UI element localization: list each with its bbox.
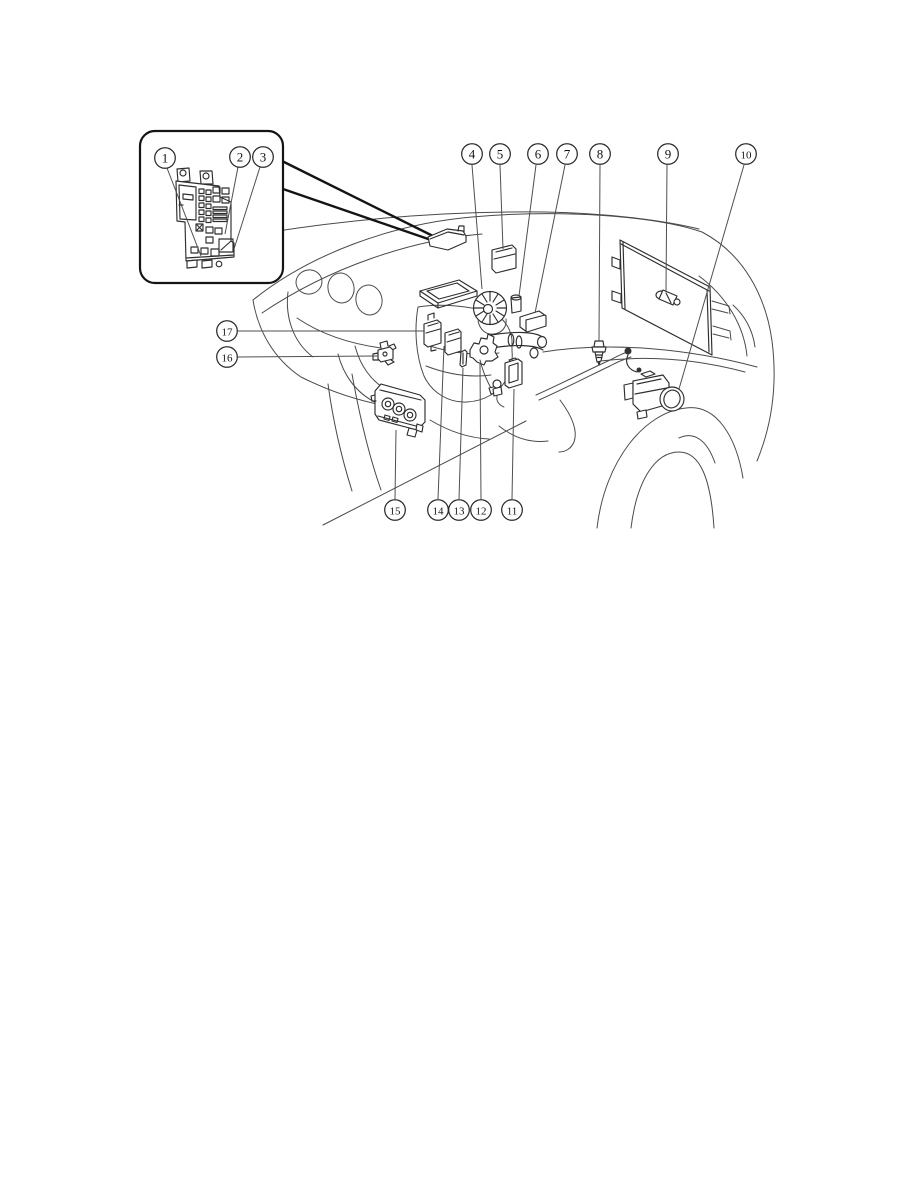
callout-leader-line (438, 346, 444, 499)
servo-motor-a (424, 313, 441, 351)
callout-number: 17 (221, 326, 233, 339)
gauge-opening (353, 283, 385, 318)
blower-motor (474, 292, 507, 335)
callout-number: 11 (506, 505, 518, 518)
callout-number: 8 (596, 146, 604, 162)
callout-number: 6 (534, 146, 542, 162)
callout-number: 13 (453, 505, 465, 518)
ambient-sensor (656, 290, 680, 305)
cabin-sensor (373, 341, 396, 365)
callout-number: 1 (161, 150, 169, 166)
callout-leader-line (599, 165, 600, 341)
evaporator-sensor-box (505, 358, 522, 388)
pressure-switch (592, 341, 606, 365)
inset-pointer-lines (282, 161, 437, 241)
callout-number: 3 (259, 149, 267, 165)
illumination-bulb (493, 380, 504, 407)
climate-control-panel (371, 384, 425, 437)
callout-leader-line (512, 389, 514, 499)
callout-number: 4 (468, 146, 476, 162)
callout-number: 12 (475, 505, 487, 518)
callout-leader-line (666, 165, 667, 291)
callout-7 (535, 144, 577, 313)
aspirator-pin (460, 350, 467, 367)
air-intake-actuator (624, 371, 684, 419)
callout-15 (385, 430, 406, 520)
gauge-opening (325, 271, 357, 306)
relay-box (520, 311, 546, 332)
amplifier-pad (492, 245, 516, 273)
wheel-arch-inner (631, 452, 714, 528)
callout-number: 5 (496, 146, 504, 162)
servo-motor-b (445, 329, 461, 355)
callout-leader-line (238, 356, 378, 357)
callout-number: 15 (389, 505, 401, 518)
callout-number: 14 (432, 505, 444, 518)
callout-leader-line (395, 430, 396, 499)
callout-leader-line (500, 165, 503, 249)
callout-leader-line (535, 165, 565, 313)
blower-resistor (511, 295, 521, 313)
callout-leader-line (472, 165, 482, 289)
callout-number: 7 (563, 146, 571, 162)
callout-leader-line (519, 165, 536, 296)
callout-10 (679, 144, 756, 389)
callout-leader-line (480, 364, 481, 499)
heater-pipes (491, 332, 547, 358)
callout-number: 16 (221, 352, 233, 365)
callout-5 (490, 144, 511, 249)
harness-grommet (625, 348, 642, 373)
callout-number: 10 (740, 149, 752, 162)
callout-11 (502, 389, 523, 520)
relay-module (428, 226, 466, 250)
gauge-opening (294, 268, 324, 297)
callout-8 (590, 144, 611, 341)
callout-6 (519, 144, 548, 296)
callout-16 (217, 347, 378, 368)
callout-number: 9 (664, 146, 672, 162)
callout-17 (217, 321, 424, 342)
defroster-duct (420, 280, 477, 308)
callout-leader-line (679, 165, 744, 389)
wheel-arch-outer (597, 408, 743, 528)
callout-12 (471, 364, 492, 520)
callout-number: 2 (236, 149, 244, 165)
callout-13 (449, 368, 470, 520)
